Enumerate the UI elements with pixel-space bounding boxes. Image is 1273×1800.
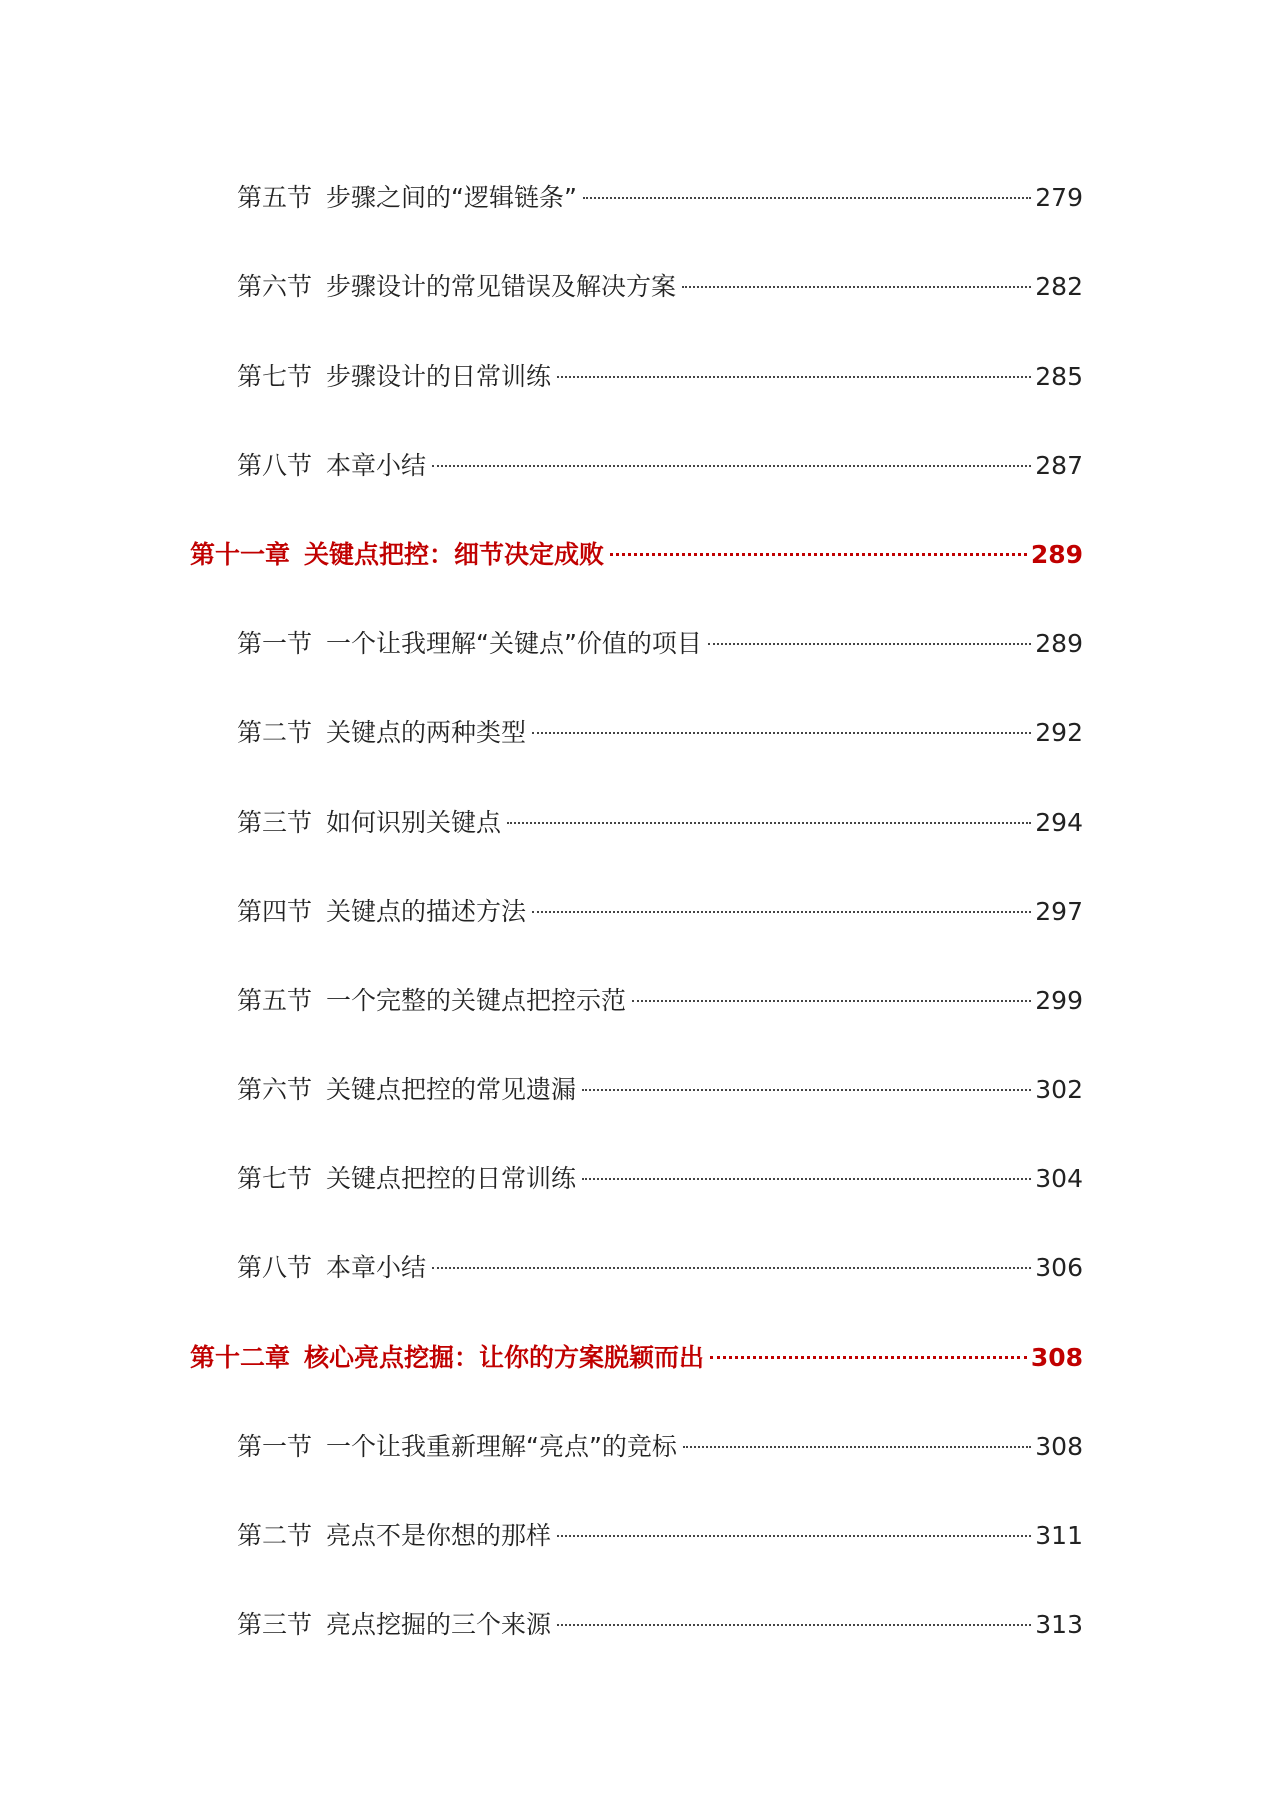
toc-chapter-title: 核心亮点挖掘：让你的方案脱颖而出 [304,1343,705,1372]
dot-leader [432,465,1031,467]
toc-entry-page: 313 [1035,1610,1083,1639]
toc-entry-page: 289 [1035,629,1083,658]
toc-entry-label [237,1427,677,1467]
toc-entry-page: 297 [1035,897,1083,926]
toc-entry[interactable] [237,267,1083,307]
dot-leader [532,732,1031,734]
toc-chapter-label [190,535,604,575]
toc-entry-label [237,1605,551,1645]
toc-entry-title: 关键点把控的常见遗漏 [326,1075,577,1104]
toc-entry[interactable] [237,1248,1083,1288]
toc-entry-label [237,981,626,1021]
toc-entry-page: 311 [1035,1521,1083,1550]
dot-leader [583,197,1031,199]
dot-leader [557,1624,1031,1626]
toc-entry-number: 第四节 [237,897,313,926]
toc-entry-page: 304 [1035,1164,1083,1193]
toc-entry-title: 亮点挖掘的三个来源 [326,1610,552,1639]
dot-leader [582,1178,1031,1180]
dot-leader [682,286,1031,288]
toc-entry-label [237,1070,576,1110]
toc-entry-number: 第二节 [237,1521,313,1550]
dot-leader [632,1000,1031,1002]
toc-entry-page: 282 [1035,272,1083,301]
toc-entry-page: 285 [1035,362,1083,391]
toc-entry[interactable] [237,357,1083,397]
toc-entry-label [237,357,551,397]
toc-entry-title: 关键点把控的日常训练 [326,1164,577,1193]
dot-leader [710,1356,1027,1359]
toc-entry-label [237,803,501,843]
toc-entry-title: 本章小结 [326,451,427,480]
toc-entry-number: 第六节 [237,272,313,301]
toc-entry-label [237,624,702,664]
toc-entry-label [237,178,577,218]
toc-entry[interactable] [237,446,1083,486]
toc-entry-number: 第七节 [237,1164,313,1193]
toc-entry[interactable] [237,892,1083,932]
dot-leader [432,1267,1031,1269]
toc-entry-label [237,713,526,753]
dot-leader [708,643,1031,645]
toc-chapter-number: 第十二章 [190,1343,291,1372]
toc-entry-label [237,446,426,486]
dot-leader [532,911,1031,913]
toc-entry[interactable] [237,624,1083,664]
toc-entry[interactable] [237,803,1083,843]
toc-entry-number: 第三节 [237,808,313,837]
dot-leader [557,1535,1031,1537]
toc-entry-number: 第六节 [237,1075,313,1104]
toc-entry-number: 第五节 [237,986,313,1015]
toc-entry-page: 302 [1035,1075,1083,1104]
toc-entry[interactable] [237,1516,1083,1556]
toc-entry-title: 一个完整的关键点把控示范 [326,986,627,1015]
toc-entry[interactable] [237,981,1083,1021]
dot-leader [582,1089,1031,1091]
toc-entry-title: 亮点不是你想的那样 [326,1521,552,1550]
toc-entry-title: 如何识别关键点 [326,808,502,837]
toc-entry-title: 步骤之间的“逻辑链条” [326,183,577,212]
dot-leader [557,376,1031,378]
toc-entry-label [237,1516,551,1556]
toc-entry-label [237,267,676,307]
dot-leader [610,553,1027,556]
toc-entry-page: 299 [1035,986,1083,1015]
toc-entry-number: 第一节 [237,1432,313,1461]
toc-entry-number: 第八节 [237,451,313,480]
toc-entry-title: 步骤设计的日常训练 [326,362,552,391]
toc-entry-label [237,892,526,932]
toc-entry-page: 308 [1035,1432,1083,1461]
toc-entry-title: 一个让我理解“关键点”价值的项目 [326,629,702,658]
toc-entry-title: 一个让我重新理解“亮点”的竞标 [326,1432,677,1461]
toc-chapter-entry[interactable] [190,1338,1083,1378]
toc-entry-page: 306 [1035,1253,1083,1282]
toc-chapter-page: 289 [1030,540,1083,569]
toc-entry-title: 步骤设计的常见错误及解决方案 [326,272,677,301]
toc-entry-page: 279 [1035,183,1083,212]
toc-entry-label [237,1248,426,1288]
toc-entry[interactable] [237,1070,1083,1110]
toc-entry[interactable] [237,1427,1083,1467]
toc-entry-number: 第八节 [237,1253,313,1282]
dot-leader [507,822,1031,824]
toc-entry-number: 第五节 [237,183,313,212]
toc-entry-page: 294 [1035,808,1083,837]
toc-entry-page: 287 [1035,451,1083,480]
toc-entry[interactable] [237,178,1083,218]
toc-entry-page: 292 [1035,718,1083,747]
toc-entry[interactable] [237,713,1083,753]
toc-entry-number: 第七节 [237,362,313,391]
toc-chapter-title: 关键点把控：细节决定成败 [304,540,605,569]
toc-entry-title: 关键点的两种类型 [326,718,527,747]
toc-chapter-number: 第十一章 [190,540,291,569]
toc-chapter-label [190,1338,704,1378]
toc-entry-title: 本章小结 [326,1253,427,1282]
toc-chapter-entry[interactable] [190,535,1083,575]
dot-leader [683,1446,1031,1448]
toc-entry-label [237,1159,576,1199]
toc-entry-number: 第三节 [237,1610,313,1639]
toc-entry-number: 第一节 [237,629,313,658]
toc-entry-number: 第二节 [237,718,313,747]
toc-chapter-page: 308 [1030,1343,1083,1372]
toc-entry-title: 关键点的描述方法 [326,897,527,926]
toc-entry[interactable] [237,1605,1083,1645]
toc-entry[interactable] [237,1159,1083,1199]
